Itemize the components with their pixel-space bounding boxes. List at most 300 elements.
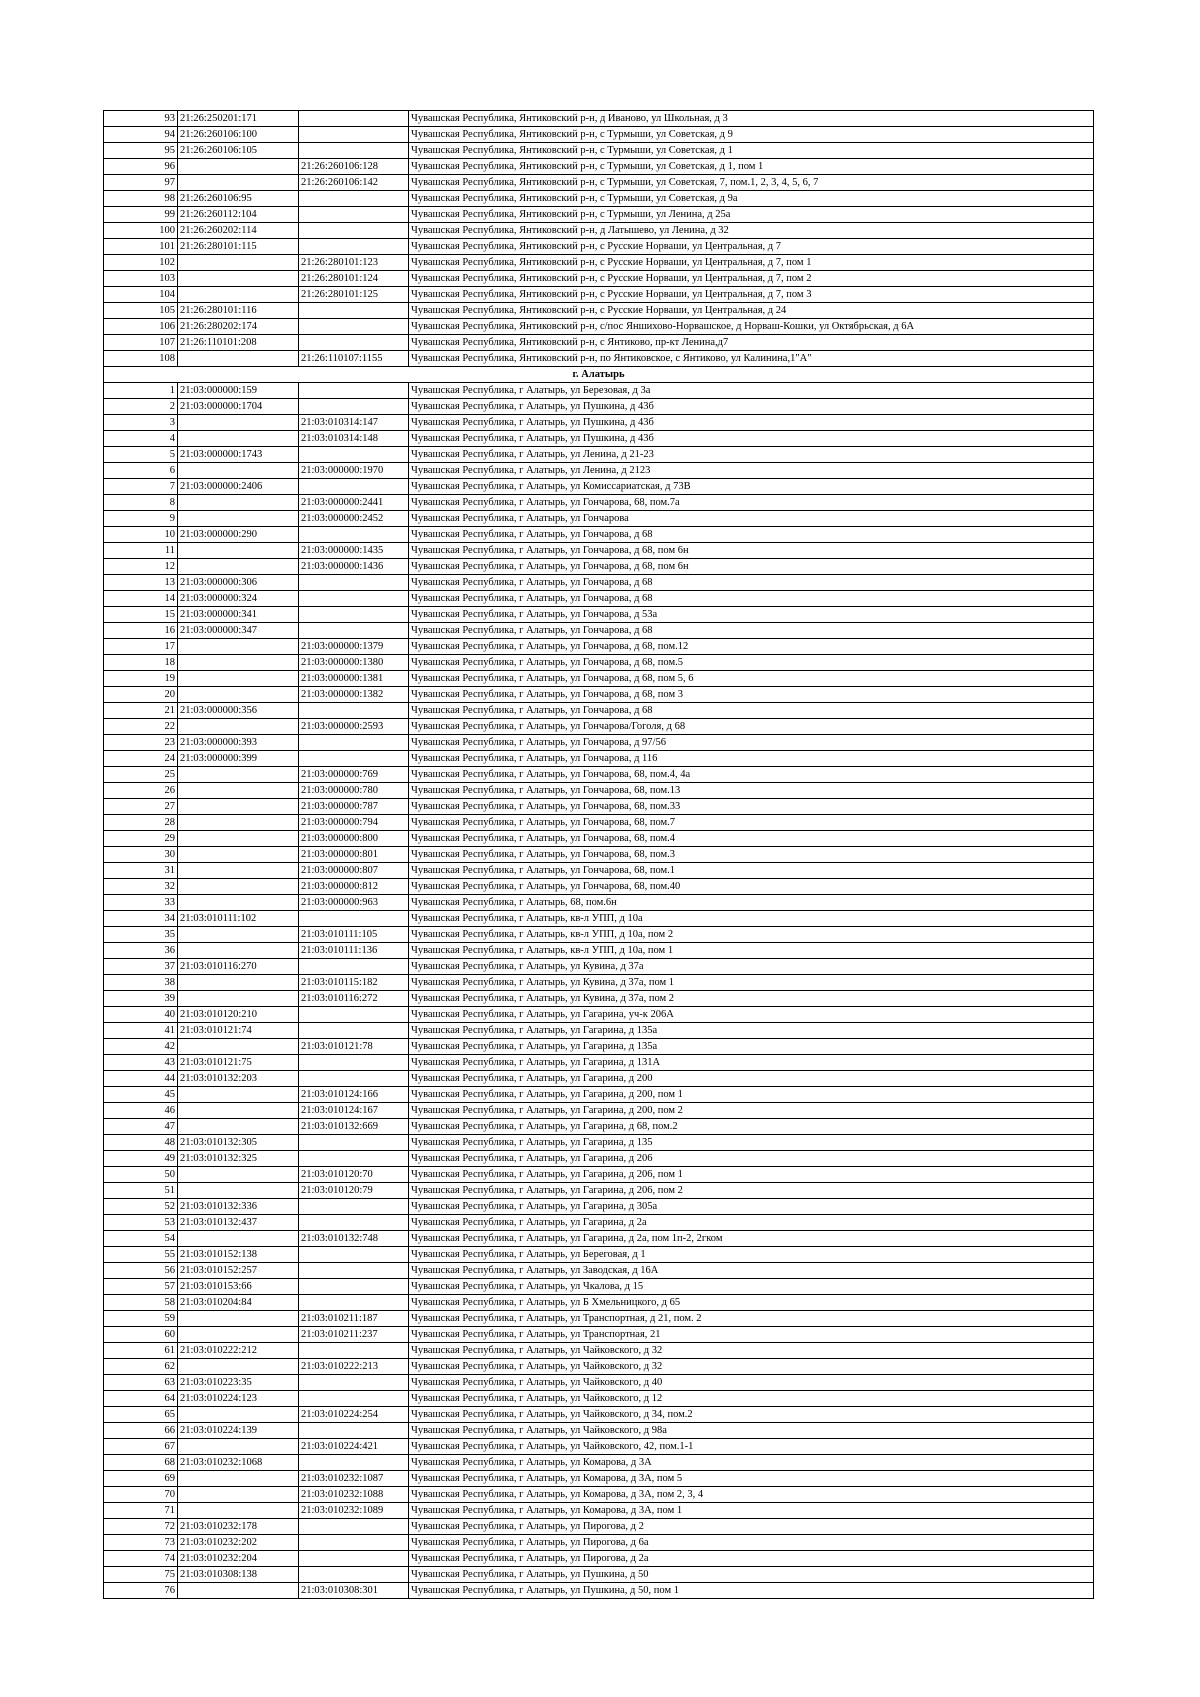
property-address: Чувашская Республика, г Алатырь, ул Гагарина, д 68, пом.2	[409, 1119, 1094, 1135]
table-row	[104, 1295, 1094, 1311]
land-cadastral-number: 21:03:000000:341	[178, 607, 299, 623]
land-cadastral-number	[178, 511, 299, 527]
row-number: 58	[104, 1295, 178, 1311]
row-number: 75	[104, 1567, 178, 1583]
table-row	[104, 799, 1094, 815]
land-cadastral-number: 21:03:010223:35	[178, 1375, 299, 1391]
property-address: Чувашская Республика, г Алатырь, ул Гагарина, д 135	[409, 1135, 1094, 1151]
object-cadastral-number	[299, 1263, 409, 1279]
row-number: 51	[104, 1183, 178, 1199]
object-cadastral-number	[299, 591, 409, 607]
row-number: 101	[104, 239, 178, 255]
row-number: 37	[104, 959, 178, 975]
object-cadastral-number: 21:03:000000:769	[299, 767, 409, 783]
table-row	[104, 959, 1094, 975]
object-cadastral-number: 21:26:260106:142	[299, 175, 409, 191]
table-row	[104, 1135, 1094, 1151]
row-number: 72	[104, 1519, 178, 1535]
land-cadastral-number	[178, 815, 299, 831]
table-row	[104, 1199, 1094, 1215]
row-number: 39	[104, 991, 178, 1007]
row-number: 55	[104, 1247, 178, 1263]
land-cadastral-number: 21:03:010152:257	[178, 1263, 299, 1279]
land-cadastral-number: 21:03:010116:270	[178, 959, 299, 975]
object-cadastral-number	[299, 1567, 409, 1583]
table-row	[104, 1183, 1094, 1199]
object-cadastral-number: 21:03:010222:213	[299, 1359, 409, 1375]
object-cadastral-number	[299, 1199, 409, 1215]
property-address: Чувашская Республика, Янтиковский р-н, с Русские Норваши, ул Центральная, д 7, пом 1	[409, 255, 1094, 271]
row-number: 24	[104, 751, 178, 767]
table-row	[104, 287, 1094, 303]
row-number: 5	[104, 447, 178, 463]
property-address: Чувашская Республика, г Алатырь, ул Гончарова, д 68, пом.12	[409, 639, 1094, 655]
property-address: Чувашская Республика, г Алатырь, ул Гончарова	[409, 511, 1094, 527]
object-cadastral-number	[299, 1007, 409, 1023]
table-row	[104, 527, 1094, 543]
object-cadastral-number: 21:03:010211:237	[299, 1327, 409, 1343]
row-number: 49	[104, 1151, 178, 1167]
property-address: Чувашская Республика, г Алатырь, ул Пушкина, д 50	[409, 1567, 1094, 1583]
land-cadastral-number	[178, 847, 299, 863]
object-cadastral-number	[299, 335, 409, 351]
land-cadastral-number: 21:03:010232:204	[178, 1551, 299, 1567]
land-cadastral-number: 21:26:260106:105	[178, 143, 299, 159]
row-number: 65	[104, 1407, 178, 1423]
property-address: Чувашская Республика, г Алатырь, ул Гончарова, 68, пом.4	[409, 831, 1094, 847]
row-number: 31	[104, 863, 178, 879]
land-cadastral-number	[178, 255, 299, 271]
object-cadastral-number	[299, 191, 409, 207]
property-address: Чувашская Республика, г Алатырь, ул Гончарова, 68, пом.33	[409, 799, 1094, 815]
land-cadastral-number: 21:26:260112:104	[178, 207, 299, 223]
row-number: 46	[104, 1103, 178, 1119]
table-row	[104, 1007, 1094, 1023]
row-number: 10	[104, 527, 178, 543]
object-cadastral-number: 21:03:010211:187	[299, 1311, 409, 1327]
land-cadastral-number	[178, 1327, 299, 1343]
row-number: 102	[104, 255, 178, 271]
object-cadastral-number: 21:03:010124:167	[299, 1103, 409, 1119]
land-cadastral-number: 21:03:000000:1743	[178, 447, 299, 463]
property-address: Чувашская Республика, г Алатырь, ул Гагарина, д 200	[409, 1071, 1094, 1087]
table-row	[104, 1519, 1094, 1535]
object-cadastral-number: 21:03:000000:1379	[299, 639, 409, 655]
object-cadastral-number: 21:03:010115:182	[299, 975, 409, 991]
table-row	[104, 479, 1094, 495]
property-address: Чувашская Республика, Янтиковский р-н, с Турмыши, ул Советская, д 1	[409, 143, 1094, 159]
property-address: Чувашская Республика, г Алатырь, ул Транспортная, 21	[409, 1327, 1094, 1343]
property-address: Чувашская Республика, г Алатырь, ул Гончарова, д 68	[409, 575, 1094, 591]
property-address: Чувашская Республика, г Алатырь, ул Гончарова, д 68, пом 5, 6	[409, 671, 1094, 687]
object-cadastral-number: 21:26:280101:123	[299, 255, 409, 271]
row-number: 60	[104, 1327, 178, 1343]
table-row	[104, 1039, 1094, 1055]
table-row	[104, 143, 1094, 159]
table-row	[104, 1055, 1094, 1071]
property-address: Чувашская Республика, г Алатырь, ул Гончарова, д 68	[409, 527, 1094, 543]
row-number: 40	[104, 1007, 178, 1023]
object-cadastral-number	[299, 527, 409, 543]
object-cadastral-number	[299, 303, 409, 319]
property-address: Чувашская Республика, г Алатырь, ул Гончарова, 68, пом.13	[409, 783, 1094, 799]
object-cadastral-number	[299, 703, 409, 719]
table-row	[104, 847, 1094, 863]
property-address: Чувашская Республика, г Алатырь, ул Гончарова, д 68, пом 6н	[409, 559, 1094, 575]
row-number: 17	[104, 639, 178, 655]
property-address: Чувашская Республика, г Алатырь, ул Береговая, д 1	[409, 1247, 1094, 1263]
table-row	[104, 1071, 1094, 1087]
row-number: 56	[104, 1263, 178, 1279]
object-cadastral-number	[299, 959, 409, 975]
object-cadastral-number: 21:03:000000:1435	[299, 543, 409, 559]
object-cadastral-number	[299, 623, 409, 639]
land-cadastral-number: 21:03:010132:336	[178, 1199, 299, 1215]
property-registry-table	[103, 110, 1094, 1599]
table-row	[104, 991, 1094, 1007]
object-cadastral-number	[299, 1071, 409, 1087]
row-number: 103	[104, 271, 178, 287]
table-row	[104, 943, 1094, 959]
land-cadastral-number: 21:03:010308:138	[178, 1567, 299, 1583]
table-row	[104, 1167, 1094, 1183]
property-address: Чувашская Республика, г Алатырь, ул Гагарина, д 135а	[409, 1023, 1094, 1039]
property-address: Чувашская Республика, Янтиковский р-н, с Русские Норваши, ул Центральная, д 7, пом 2	[409, 271, 1094, 287]
property-address: Чувашская Республика, Янтиковский р-н, с Русские Норваши, ул Центральная, д 24	[409, 303, 1094, 319]
row-number: 93	[104, 111, 178, 127]
row-number: 98	[104, 191, 178, 207]
property-address: Чувашская Республика, г Алатырь, ул Березовая, д 3а	[409, 383, 1094, 399]
property-address: Чувашская Республика, г Алатырь, ул Чайковского, 42, пом.1-1	[409, 1439, 1094, 1455]
row-number: 64	[104, 1391, 178, 1407]
property-address: Чувашская Республика, г Алатырь, ул Чайковского, д 32	[409, 1343, 1094, 1359]
property-address: Чувашская Республика, г Алатырь, ул Гагарина, уч-к 206А	[409, 1007, 1094, 1023]
row-number: 26	[104, 783, 178, 799]
land-cadastral-number: 21:26:280101:115	[178, 239, 299, 255]
object-cadastral-number: 21:26:110107:1155	[299, 351, 409, 367]
row-number: 61	[104, 1343, 178, 1359]
object-cadastral-number	[299, 1423, 409, 1439]
land-cadastral-number	[178, 879, 299, 895]
land-cadastral-number	[178, 1359, 299, 1375]
table-row	[104, 1231, 1094, 1247]
property-address: Чувашская Республика, г Алатырь, ул Гагарина, д 131А	[409, 1055, 1094, 1071]
property-address: Чувашская Республика, г Алатырь, ул Пушкина, д 43б	[409, 415, 1094, 431]
object-cadastral-number	[299, 1343, 409, 1359]
row-number: 107	[104, 335, 178, 351]
land-cadastral-number	[178, 687, 299, 703]
row-number: 53	[104, 1215, 178, 1231]
land-cadastral-number	[178, 975, 299, 991]
property-address: Чувашская Республика, г Алатырь, ул Гончарова, д 97/56	[409, 735, 1094, 751]
object-cadastral-number	[299, 1135, 409, 1151]
object-cadastral-number: 21:03:000000:1382	[299, 687, 409, 703]
row-number: 95	[104, 143, 178, 159]
table-row	[104, 591, 1094, 607]
land-cadastral-number	[178, 1103, 299, 1119]
table-row	[104, 735, 1094, 751]
land-cadastral-number	[178, 1183, 299, 1199]
table-row	[104, 703, 1094, 719]
property-address: Чувашская Республика, г Алатырь, ул Пирогова, д 2а	[409, 1551, 1094, 1567]
table-row	[104, 463, 1094, 479]
land-cadastral-number: 21:03:010132:305	[178, 1135, 299, 1151]
table-row	[104, 671, 1094, 687]
object-cadastral-number	[299, 1023, 409, 1039]
object-cadastral-number: 21:03:010132:748	[299, 1231, 409, 1247]
row-number: 105	[104, 303, 178, 319]
object-cadastral-number: 21:03:010314:147	[299, 415, 409, 431]
object-cadastral-number	[299, 447, 409, 463]
land-cadastral-number	[178, 159, 299, 175]
land-cadastral-number	[178, 1503, 299, 1519]
property-address: Чувашская Республика, г Алатырь, ул Гагарина, д 2а	[409, 1215, 1094, 1231]
table-row	[104, 1439, 1094, 1455]
table-row	[104, 1263, 1094, 1279]
object-cadastral-number: 21:03:010116:272	[299, 991, 409, 1007]
property-address: Чувашская Республика, г Алатырь, ул Чайковского, д 32	[409, 1359, 1094, 1375]
table-row	[104, 927, 1094, 943]
property-address: Чувашская Республика, г Алатырь, ул Гончарова, 68, пом.3	[409, 847, 1094, 863]
land-cadastral-number	[178, 719, 299, 735]
land-cadastral-number: 21:03:010222:212	[178, 1343, 299, 1359]
land-cadastral-number: 21:26:280101:116	[178, 303, 299, 319]
section-header-row	[104, 367, 1094, 383]
land-cadastral-number: 21:03:000000:324	[178, 591, 299, 607]
object-cadastral-number: 21:03:010111:105	[299, 927, 409, 943]
property-address: Чувашская Республика, Янтиковский р-н, с Русские Норваши, ул Центральная, д 7, пом 3	[409, 287, 1094, 303]
object-cadastral-number	[299, 319, 409, 335]
row-number: 22	[104, 719, 178, 735]
table-row	[104, 271, 1094, 287]
property-address: Чувашская Республика, г Алатырь, ул Чайковского, д 40	[409, 1375, 1094, 1391]
object-cadastral-number	[299, 1391, 409, 1407]
row-number: 106	[104, 319, 178, 335]
row-number: 57	[104, 1279, 178, 1295]
property-address: Чувашская Республика, г Алатырь, ул Гончарова, 68, пом.4, 4а	[409, 767, 1094, 783]
property-address: Чувашская Республика, г Алатырь, ул Гагарина, д 2а, пом 1п-2, 2гком	[409, 1231, 1094, 1247]
land-cadastral-number: 21:03:000000:306	[178, 575, 299, 591]
land-cadastral-number: 21:03:000000:399	[178, 751, 299, 767]
table-row	[104, 879, 1094, 895]
row-number: 41	[104, 1023, 178, 1039]
land-cadastral-number	[178, 175, 299, 191]
table-row	[104, 1423, 1094, 1439]
table-row	[104, 1535, 1094, 1551]
object-cadastral-number	[299, 1151, 409, 1167]
property-address: Чувашская Республика, г Алатырь, ул Комарова, д 3А, пом 5	[409, 1471, 1094, 1487]
property-address: Чувашская Республика, г Алатырь, ул Ленина, д 2123	[409, 463, 1094, 479]
property-address: Чувашская Республика, г Алатырь, кв-л УПП, д 10а, пом 2	[409, 927, 1094, 943]
object-cadastral-number: 21:03:010111:136	[299, 943, 409, 959]
property-address: Чувашская Республика, г Алатырь, ул Гончарова, д 68, пом.5	[409, 655, 1094, 671]
object-cadastral-number: 21:03:000000:1970	[299, 463, 409, 479]
land-cadastral-number: 21:03:010120:210	[178, 1007, 299, 1023]
row-number: 4	[104, 431, 178, 447]
object-cadastral-number: 21:26:260106:128	[299, 159, 409, 175]
table-row	[104, 1279, 1094, 1295]
object-cadastral-number	[299, 911, 409, 927]
table-row	[104, 751, 1094, 767]
object-cadastral-number: 21:03:010232:1087	[299, 1471, 409, 1487]
property-address: Чувашская Республика, г Алатырь, ул Гончарова, д 68, пом 3	[409, 687, 1094, 703]
row-number: 2	[104, 399, 178, 415]
property-address: Чувашская Республика, г Алатырь, ул Гончарова/Гоголя, д 68	[409, 719, 1094, 735]
table-row	[104, 559, 1094, 575]
table-row	[104, 1391, 1094, 1407]
row-number: 9	[104, 511, 178, 527]
property-address: Чувашская Республика, Янтиковский р-н, с Турмыши, ул Советская, д 9а	[409, 191, 1094, 207]
row-number: 11	[104, 543, 178, 559]
table-row	[104, 1343, 1094, 1359]
row-number: 69	[104, 1471, 178, 1487]
row-number: 23	[104, 735, 178, 751]
land-cadastral-number	[178, 1167, 299, 1183]
property-address: Чувашская Республика, г Алатырь, ул Чайковского, д 12	[409, 1391, 1094, 1407]
object-cadastral-number	[299, 127, 409, 143]
section-title: г. Алатырь	[104, 367, 1094, 383]
property-address: Чувашская Республика, г Алатырь, кв-л УПП, д 10а, пом 1	[409, 943, 1094, 959]
table-row	[104, 1455, 1094, 1471]
table-row	[104, 1119, 1094, 1135]
property-address: Чувашская Республика, г Алатырь, ул Гончарова, 68, пом.40	[409, 879, 1094, 895]
property-address: Чувашская Республика, г Алатырь, ул Гагарина, д 206, пом 1	[409, 1167, 1094, 1183]
land-cadastral-number	[178, 799, 299, 815]
property-address: Чувашская Республика, г Алатырь, ул Гагарина, д 200, пом 2	[409, 1103, 1094, 1119]
land-cadastral-number	[178, 991, 299, 1007]
object-cadastral-number	[299, 1295, 409, 1311]
property-address: Чувашская Республика, г Алатырь, 68, пом.6н	[409, 895, 1094, 911]
table-row	[104, 1087, 1094, 1103]
object-cadastral-number: 21:03:010120:79	[299, 1183, 409, 1199]
object-cadastral-number: 21:03:000000:1381	[299, 671, 409, 687]
land-cadastral-number	[178, 543, 299, 559]
land-cadastral-number	[178, 287, 299, 303]
row-number: 12	[104, 559, 178, 575]
table-row	[104, 607, 1094, 623]
land-cadastral-number: 21:03:010232:178	[178, 1519, 299, 1535]
land-cadastral-number: 21:26:260106:100	[178, 127, 299, 143]
row-number: 43	[104, 1055, 178, 1071]
registry-table-body	[104, 111, 1094, 1599]
table-row	[104, 1103, 1094, 1119]
row-number: 48	[104, 1135, 178, 1151]
property-address: Чувашская Республика, г Алатырь, ул Гагарина, д 135а	[409, 1039, 1094, 1055]
table-row	[104, 1471, 1094, 1487]
row-number: 14	[104, 591, 178, 607]
row-number: 32	[104, 879, 178, 895]
land-cadastral-number	[178, 1407, 299, 1423]
object-cadastral-number: 21:03:000000:807	[299, 863, 409, 879]
property-address: Чувашская Республика, г Алатырь, ул Комарова, д 3А, пом 2, 3, 4	[409, 1487, 1094, 1503]
row-number: 74	[104, 1551, 178, 1567]
property-address: Чувашская Республика, г Алатырь, ул Гончарова, д 68	[409, 703, 1094, 719]
land-cadastral-number	[178, 671, 299, 687]
object-cadastral-number: 21:03:000000:794	[299, 815, 409, 831]
table-row	[104, 239, 1094, 255]
table-row	[104, 719, 1094, 735]
table-row	[104, 783, 1094, 799]
table-row	[104, 1375, 1094, 1391]
row-number: 1	[104, 383, 178, 399]
land-cadastral-number: 21:03:010153:66	[178, 1279, 299, 1295]
row-number: 3	[104, 415, 178, 431]
table-row	[104, 1551, 1094, 1567]
property-address: Чувашская Республика, г Алатырь, ул Гончарова, 68, пом.7а	[409, 495, 1094, 511]
property-address: Чувашская Республика, г Алатырь, ул Гончарова, д 68, пом 6н	[409, 543, 1094, 559]
row-number: 30	[104, 847, 178, 863]
row-number: 63	[104, 1375, 178, 1391]
object-cadastral-number: 21:03:000000:2441	[299, 495, 409, 511]
land-cadastral-number	[178, 895, 299, 911]
property-address: Чувашская Республика, Янтиковский р-н, с Янтиково, пр-кт Ленина,д7	[409, 335, 1094, 351]
table-row	[104, 1247, 1094, 1263]
land-cadastral-number	[178, 863, 299, 879]
property-address: Чувашская Республика, Янтиковский р-н, д Латышево, ул Ленина, д 32	[409, 223, 1094, 239]
table-row	[104, 767, 1094, 783]
table-row	[104, 975, 1094, 991]
row-number: 36	[104, 943, 178, 959]
property-address: Чувашская Республика, г Алатырь, ул Кувина, д 37а, пом 1	[409, 975, 1094, 991]
row-number: 108	[104, 351, 178, 367]
table-row	[104, 319, 1094, 335]
land-cadastral-number	[178, 783, 299, 799]
table-row	[104, 207, 1094, 223]
table-row	[104, 543, 1094, 559]
table-row	[104, 159, 1094, 175]
object-cadastral-number: 21:26:280101:125	[299, 287, 409, 303]
property-address: Чувашская Республика, г Алатырь, ул Гагарина, д 305а	[409, 1199, 1094, 1215]
object-cadastral-number	[299, 607, 409, 623]
land-cadastral-number	[178, 1439, 299, 1455]
object-cadastral-number: 21:03:000000:812	[299, 879, 409, 895]
table-row	[104, 431, 1094, 447]
property-address: Чувашская Республика, г Алатырь, ул Транспортная, д 21, пом. 2	[409, 1311, 1094, 1327]
table-row	[104, 399, 1094, 415]
land-cadastral-number	[178, 431, 299, 447]
land-cadastral-number	[178, 1039, 299, 1055]
document-page	[103, 110, 1093, 1599]
land-cadastral-number	[178, 1471, 299, 1487]
land-cadastral-number: 21:03:010224:123	[178, 1391, 299, 1407]
row-number: 33	[104, 895, 178, 911]
table-row	[104, 575, 1094, 591]
row-number: 76	[104, 1583, 178, 1599]
land-cadastral-number: 21:03:010132:437	[178, 1215, 299, 1231]
row-number: 18	[104, 655, 178, 671]
table-row	[104, 623, 1094, 639]
property-address: Чувашская Республика, г Алатырь, ул Гончарова, д 68	[409, 623, 1094, 639]
land-cadastral-number	[178, 559, 299, 575]
table-row	[104, 895, 1094, 911]
object-cadastral-number: 21:03:000000:1380	[299, 655, 409, 671]
land-cadastral-number: 21:03:000000:356	[178, 703, 299, 719]
land-cadastral-number: 21:26:260202:114	[178, 223, 299, 239]
row-number: 71	[104, 1503, 178, 1519]
row-number: 44	[104, 1071, 178, 1087]
land-cadastral-number	[178, 1087, 299, 1103]
property-address: Чувашская Республика, г Алатырь, ул Комарова, д 3А, пом 1	[409, 1503, 1094, 1519]
row-number: 54	[104, 1231, 178, 1247]
property-address: Чувашская Республика, г Алатырь, кв-л УПП, д 10а	[409, 911, 1094, 927]
object-cadastral-number	[299, 1551, 409, 1567]
property-address: Чувашская Республика, г Алатырь, ул Пирогова, д 6а	[409, 1535, 1094, 1551]
row-number: 6	[104, 463, 178, 479]
table-row	[104, 815, 1094, 831]
row-number: 21	[104, 703, 178, 719]
table-row	[104, 335, 1094, 351]
object-cadastral-number: 21:03:000000:2593	[299, 719, 409, 735]
